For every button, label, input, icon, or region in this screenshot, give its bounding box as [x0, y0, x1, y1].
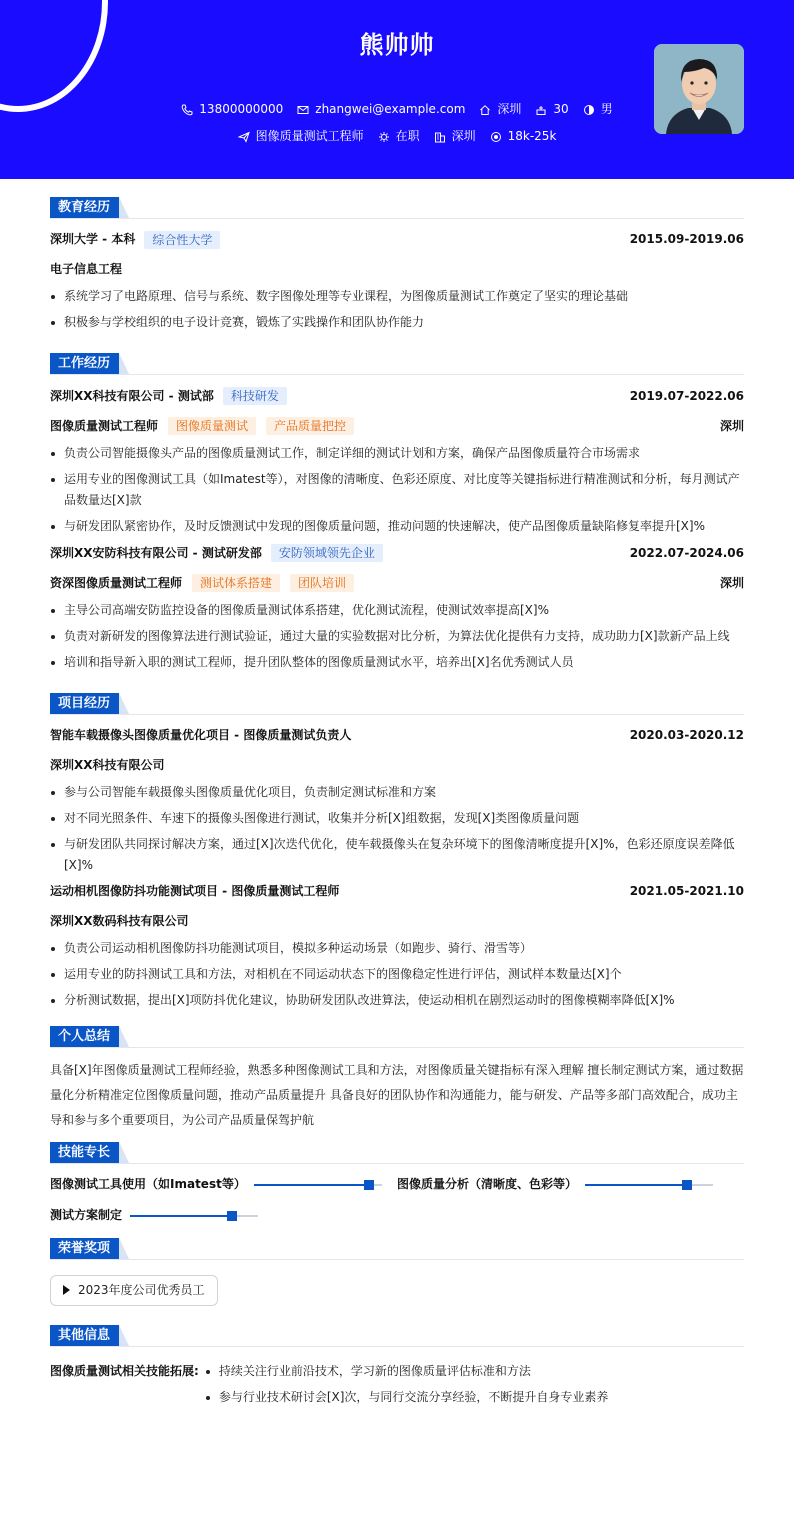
list-item: 对不同光照条件、车速下的摄像头图像进行测试，收集并分析[X]组数据，发现[X]类图像质量问题: [50, 808, 744, 829]
age-text: 30: [553, 102, 569, 116]
skill-item: [397, 1176, 744, 1193]
skill-name: 图像测试工具使用（如Imatest等）: [50, 1176, 246, 1191]
skill-bar: [254, 1184, 382, 1186]
avatar-portrait-icon: [654, 44, 744, 134]
work-city: 深圳: [719, 575, 744, 590]
work-item: [50, 544, 744, 673]
city-info: [434, 128, 476, 145]
project-company: 深圳XX科技有限公司: [50, 757, 165, 772]
work-date: 2019.07-2022.06: [629, 388, 744, 403]
age-info: [535, 101, 568, 118]
section-skills: [50, 1143, 744, 1164]
project-item: [50, 883, 744, 1011]
project-date: 2020.03-2020.12: [629, 728, 744, 743]
other-info: [50, 1361, 744, 1413]
project-title: 智能车载摄像头图像质量优化项目 - 图像质量测试负责人: [50, 728, 352, 743]
skill-item: [50, 1207, 403, 1224]
skill-fill: [585, 1184, 687, 1186]
list-item: 系统学习了电路原理、信号与系统、数字图像处理等专业课程，为图像质量测试工作奠定了坚实的理论基础: [50, 286, 744, 307]
resume-header: [0, 0, 794, 179]
list-item: 参与公司智能车载摄像头图像质量优化项目，负责制定测试标准和方案: [50, 782, 744, 803]
city-text: 深圳: [451, 129, 476, 143]
project-date: 2021.05-2021.10: [629, 884, 744, 899]
list-item: 负责公司运动相机图像防抖功能测试项目，模拟多种运动场景（如跑步、骑行、滑雪等）: [50, 938, 744, 959]
section-title-other: 其他信息: [50, 1325, 119, 1346]
summary-text: 具备[X]年图像质量测试工程师经验，熟悉多种图像测试工具和方法，对图像质量关键指标有深入理解 擅长制定测试方案，通过数据量化分析精准定位图像质量问题，推动产品质量提升 具备良好的团队协作和沟通能力，能与研发、产品等多部门高效配合，成功主导和参与多个重要项目，为公司产品质量保驾护航: [50, 1062, 744, 1127]
list-item: 负责对新研发的图像算法进行测试验证，通过大量的实验数据对比分析，为算法优化提供有力支持，成功助力[X]款新产品上线: [50, 626, 744, 647]
project-title: 运动相机图像防抖功能测试项目 - 图像质量测试工程师: [50, 884, 340, 899]
avatar: [654, 44, 744, 134]
skill-fill: [130, 1215, 232, 1217]
work-city: 深圳: [719, 418, 744, 433]
list-item: 持续关注行业前沿技术，学习新的图像质量评估标准和方法: [205, 1361, 609, 1382]
list-item: 分析测试数据，提出[X]项防抖优化建议，协助研发团队改进算法，使运动相机在剧烈运动时的图像模糊率降低[X]%: [50, 990, 744, 1011]
section-project: [50, 694, 744, 715]
skill-bar: [585, 1184, 713, 1186]
position-name: 图像质量测试工程师: [50, 418, 159, 433]
section-education: [50, 198, 744, 219]
school-tag: 综合性大学: [144, 231, 220, 249]
list-item: 参与行业技术研讨会[X]次，与同行交流分享经验，不断提升自身专业素养: [205, 1387, 609, 1408]
school-name: 深圳大学 - 本科: [50, 232, 136, 247]
company-tag: 安防领域领先企业: [271, 544, 383, 562]
position-name: 资深图像质量测试工程师: [50, 575, 183, 590]
work-date: 2022.07-2024.06: [629, 545, 744, 560]
section-summary: [50, 1027, 744, 1048]
skill-knob: [227, 1211, 237, 1221]
status-info: [378, 128, 420, 145]
section-work: [50, 354, 744, 375]
other-label: 图像质量测试相关技能拓展:: [50, 1364, 199, 1379]
status-text: 在职: [395, 129, 420, 143]
section-awards: [50, 1239, 744, 1260]
skill-tag: 产品质量把控: [266, 417, 354, 435]
salary-icon: [490, 131, 502, 143]
company-tag: 科技研发: [223, 387, 287, 405]
gender-text: 男: [600, 102, 613, 116]
section-title-education: 教育经历: [50, 197, 119, 218]
skill-knob: [682, 1180, 692, 1190]
section-title-work: 工作经历: [50, 353, 119, 374]
skill-fill: [254, 1184, 369, 1186]
position-info: [238, 128, 364, 145]
resume-content: [50, 179, 744, 1413]
home-info: [479, 101, 521, 118]
list-item: 运用专业的防抖测试工具和方法，对相机在不同运动状态下的图像稳定性进行评估，测试样本数量达[X]个: [50, 964, 744, 985]
home-text: 深圳: [497, 102, 522, 116]
age-icon: [535, 104, 547, 116]
phone-info: [181, 101, 283, 118]
list-item: 积极参与学校组织的电子设计竞赛，锻炼了实践操作和团队协作能力: [50, 312, 744, 333]
section-title-summary: 个人总结: [50, 1026, 119, 1047]
email-info: [297, 101, 465, 118]
mail-icon: [297, 104, 309, 116]
caret-right-icon: [63, 1285, 70, 1295]
skill-tag: 团队培训: [290, 574, 354, 592]
position-text: 图像质量测试工程师: [255, 129, 364, 143]
project-company: 深圳XX数码科技有限公司: [50, 913, 189, 928]
candidate-name: 熊帅帅: [359, 31, 435, 59]
skills-list: [50, 1176, 744, 1225]
award-item[interactable]: [50, 1275, 218, 1306]
home-icon: [479, 104, 491, 116]
section-title-skills: 技能专长: [50, 1142, 119, 1163]
project-item: [50, 727, 744, 876]
skill-tag: 测试体系搭建: [192, 574, 280, 592]
building-icon: [434, 131, 446, 143]
education-date: 2015.09-2019.06: [629, 232, 744, 247]
email-text: zhangwei@example.com: [315, 102, 466, 116]
skill-knob: [364, 1180, 374, 1190]
phone-text: 13800000000: [199, 102, 284, 116]
company-name: 深圳XX科技有限公司 - 测试部: [50, 388, 214, 403]
skill-tag: 图像质量测试: [168, 417, 256, 435]
list-item: 与研发团队紧密协作，及时反馈测试中发现的图像质量问题，推动问题的快速解决，使产品图像质量缺陷修复率提升[X]%: [50, 516, 744, 537]
skill-name: 测试方案制定: [50, 1208, 123, 1223]
skill-item: [50, 1176, 397, 1193]
award-text: 2023年度公司优秀员工: [78, 1282, 205, 1297]
education-bullets: [50, 286, 744, 333]
gender-info: [583, 101, 613, 118]
salary-text: 18k-25k: [507, 129, 557, 143]
skill-bar: [130, 1215, 258, 1217]
section-other: [50, 1326, 744, 1347]
status-icon: [378, 131, 390, 143]
list-item: 与研发团队共同探讨解决方案，通过[X]次迭代优化，使车载摄像头在复杂环境下的图像清晰度提升[X]%，色彩还原度误差降低[X]%: [50, 834, 744, 876]
education-head: [50, 231, 744, 249]
major: 电子信息工程: [50, 262, 123, 276]
salary-info: [490, 128, 557, 145]
skill-name: 图像质量分析（清晰度、色彩等）: [397, 1176, 578, 1191]
gender-icon: [583, 104, 595, 116]
list-item: 主导公司高端安防监控设备的图像质量测试体系搭建，优化测试流程，使测试效率提高[X]%: [50, 600, 744, 621]
company-name: 深圳XX安防科技有限公司 - 测试研发部: [50, 545, 262, 560]
section-title-awards: 荣誉奖项: [50, 1238, 119, 1259]
send-icon: [238, 131, 250, 143]
list-item: 运用专业的图像测试工具（如Imatest等），对图像的清晰度、色彩还原度、对比度等关键指标进行精准测试和分析，每月测试产品数量达[X]款: [50, 469, 744, 511]
work-item: [50, 387, 744, 537]
section-title-project: 项目经历: [50, 693, 119, 714]
phone-icon: [181, 104, 193, 116]
list-item: 负责公司智能摄像头产品的图像质量测试工作，制定详细的测试计划和方案，确保产品图像质量符合市场需求: [50, 443, 744, 464]
list-item: 培训和指导新入职的测试工程师，提升团队整体的图像质量测试水平，培养出[X]名优秀测试人员: [50, 652, 744, 673]
